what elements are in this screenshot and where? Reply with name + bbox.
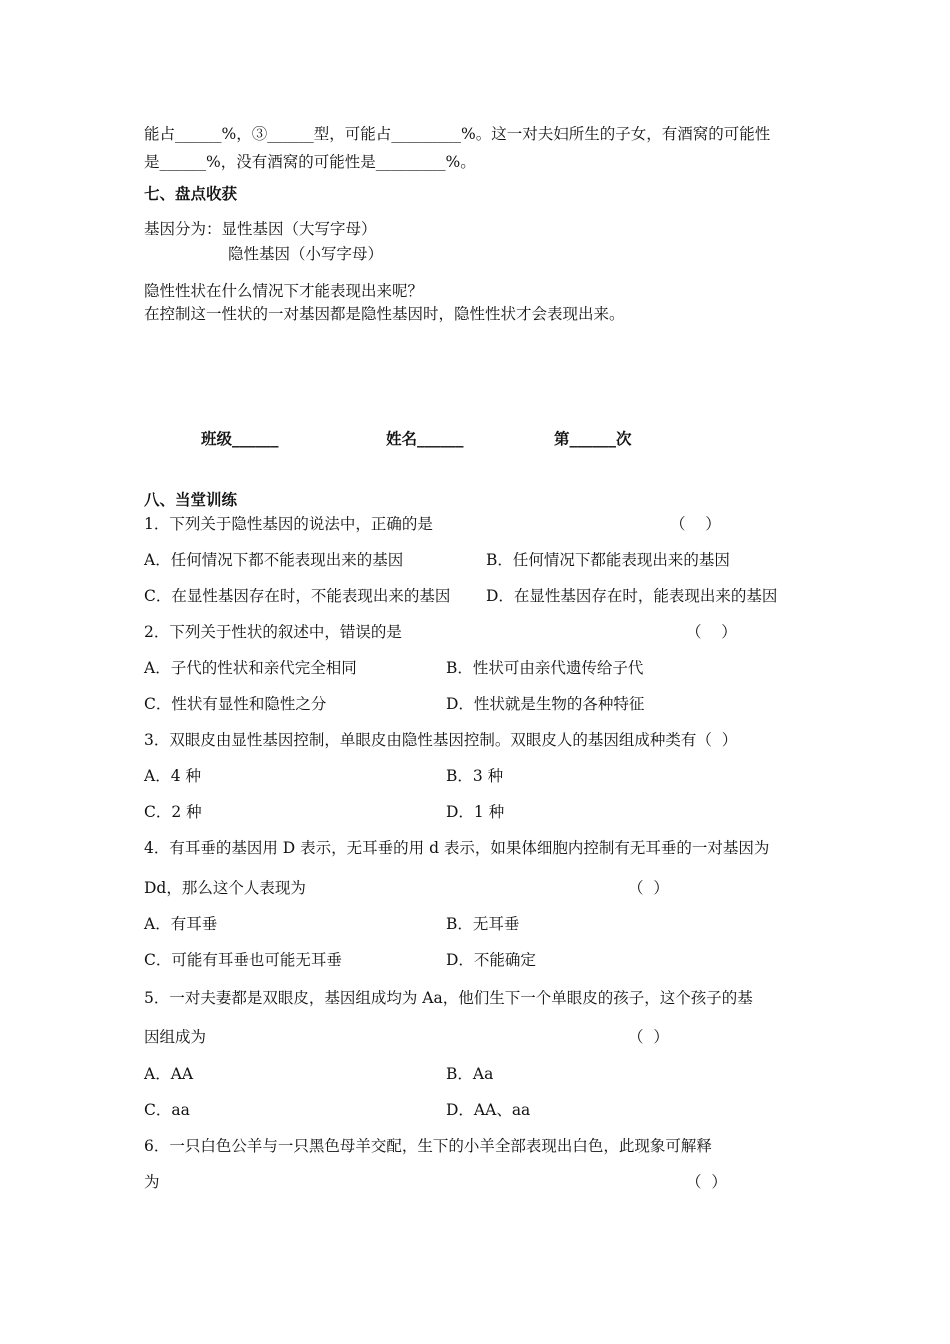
q5-option-c: C．aa xyxy=(144,1101,190,1119)
q4-stem-line-1: 4．有耳垂的基因用 D 表示，无耳垂的用 d 表示，如果体细胞内控制有无耳垂的一对基因为 xyxy=(144,839,770,857)
fill-in-line-1: 能占______%，③______型，可能占_________%。这一对夫妇所生的子女，有酒窝的可能性 xyxy=(144,125,771,143)
q5-stem-line-2: 因组成为 xyxy=(144,1028,207,1046)
q3-option-c: C．2 种 xyxy=(144,803,202,821)
name-field: 姓名______ xyxy=(386,430,464,448)
q2-answer-paren: （ ） xyxy=(686,623,737,641)
q2-option-d: D．性状就是生物的各种特征 xyxy=(446,695,645,713)
q4-stem-line-2: Dd，那么这个人表现为 xyxy=(144,879,306,897)
q3-option-d: D．1 种 xyxy=(446,803,505,821)
q4-option-c: C．可能有耳垂也可能无耳垂 xyxy=(144,951,342,969)
q5-answer-paren: （ ） xyxy=(628,1028,669,1046)
gene-types-dominant: 基因分为：显性基因（大写字母） xyxy=(144,220,377,238)
q1-option-d: D．在显性基因存在时，能表现出来的基因 xyxy=(486,587,778,605)
times-field: 第______次 xyxy=(554,430,632,448)
fill-in-line-2: 是______%，没有酒窝的可能性是_________%。 xyxy=(144,153,476,171)
q2-option-b: B．性状可由亲代遗传给子代 xyxy=(446,659,644,677)
section-7-heading: 七、盘点收获 xyxy=(144,185,238,203)
q5-option-d: D．AA、aa xyxy=(446,1101,531,1119)
q4-answer-paren: （ ） xyxy=(628,879,669,897)
q1-stem: 1．下列关于隐性基因的说法中，正确的是 xyxy=(144,515,433,533)
q3-option-b: B．3 种 xyxy=(446,767,504,785)
section-8-heading: 八、当堂训练 xyxy=(144,491,238,509)
q2-stem: 2．下列关于性状的叙述中，错误的是 xyxy=(144,623,402,641)
q4-option-d: D．不能确定 xyxy=(446,951,536,969)
q3-stem: 3．双眼皮由显性基因控制，单眼皮由隐性基因控制。双眼皮人的基因组成种类有（ ） xyxy=(144,731,738,749)
q6-stem-line-1: 6．一只白色公羊与一只黑色母羊交配，生下的小羊全部表现出白色，此现象可解释 xyxy=(144,1137,712,1155)
q1-option-b: B．任何情况下都能表现出来的基因 xyxy=(486,551,730,569)
q6-stem-line-2: 为 xyxy=(144,1173,160,1191)
recessive-question: 隐性性状在什么情况下才能表现出来呢？ xyxy=(144,282,424,300)
q5-option-a: A．AA xyxy=(144,1065,194,1083)
class-field: 班级______ xyxy=(201,430,279,448)
q4-option-a: A．有耳垂 xyxy=(144,915,218,933)
q1-option-a: A．任何情况下都不能表现出来的基因 xyxy=(144,551,404,569)
q4-option-b: B．无耳垂 xyxy=(446,915,520,933)
recessive-answer: 在控制这一性状的一对基因都是隐性基因时，隐性性状才会表现出来。 xyxy=(144,305,625,323)
q2-option-a: A．子代的性状和亲代完全相同 xyxy=(144,659,357,677)
q6-answer-paren: （ ） xyxy=(686,1173,727,1191)
q5-option-b: B．Aa xyxy=(446,1065,494,1083)
q1-option-c: C．在显性基因存在时，不能表现出来的基因 xyxy=(144,587,451,605)
q1-answer-paren: （ ） xyxy=(670,515,721,533)
gene-types-recessive: 隐性基因（小写字母） xyxy=(228,245,384,263)
q2-option-c: C．性状有显性和隐性之分 xyxy=(144,695,327,713)
q3-option-a: A．4 种 xyxy=(144,767,201,785)
q5-stem-line-1: 5．一对夫妻都是双眼皮，基因组成均为 Aa，他们生下一个单眼皮的孩子，这个孩子的基 xyxy=(144,989,753,1007)
